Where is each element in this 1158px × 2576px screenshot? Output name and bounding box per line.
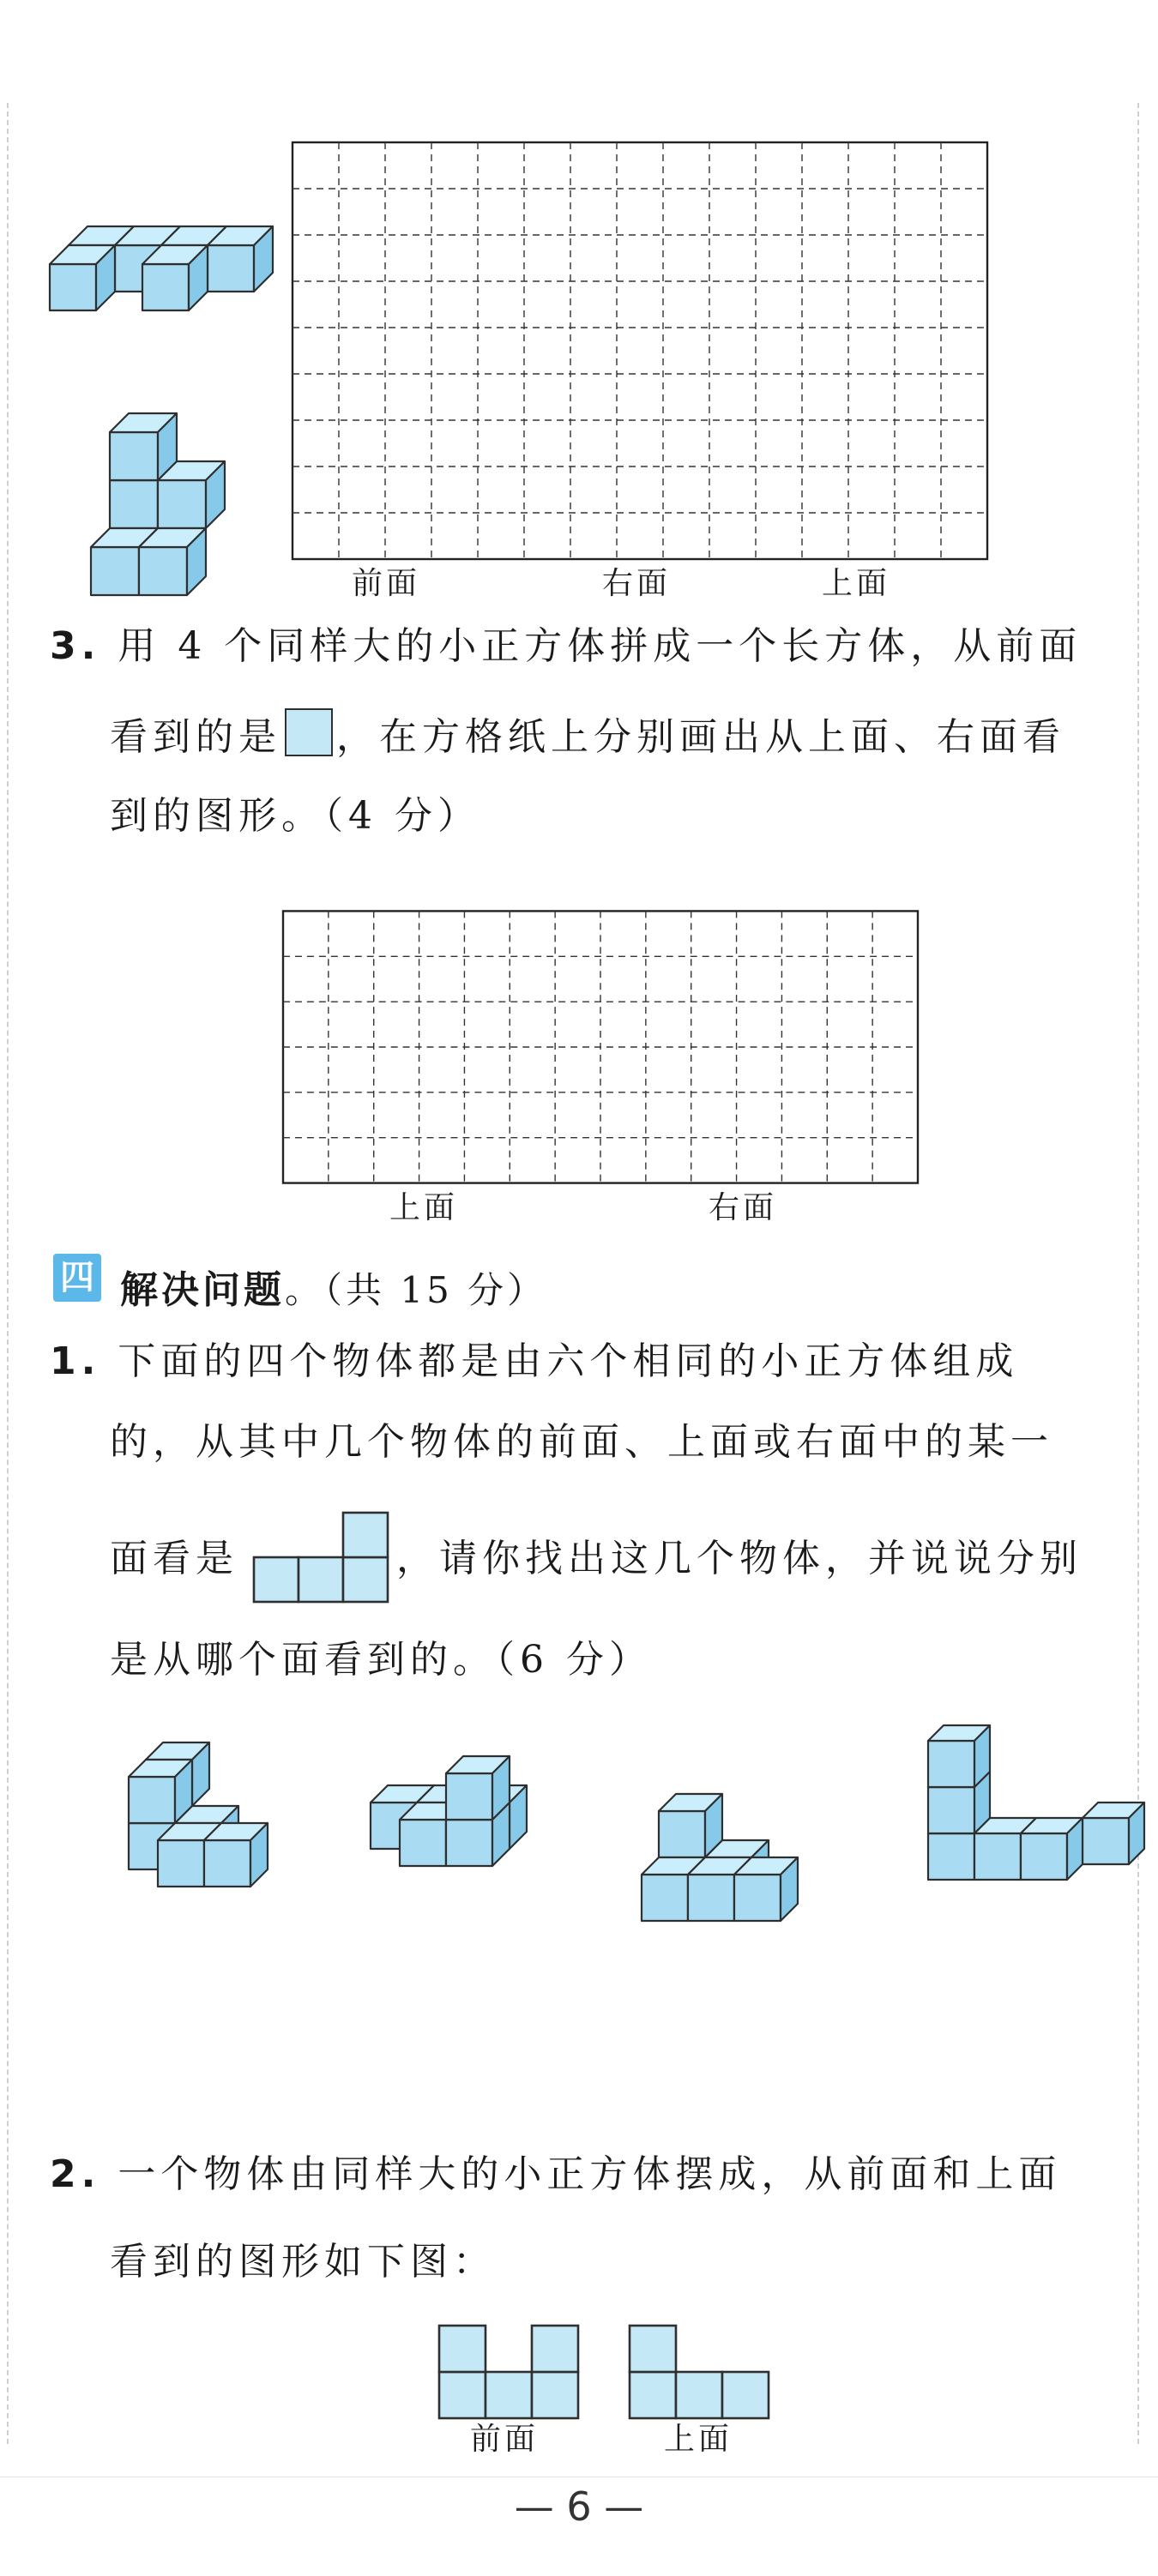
view-cell [299, 1557, 343, 1602]
q3-line-2: 看到的是 ，在方格纸上分别画出从上面、右面看 [110, 708, 1065, 756]
grid-caption-right: 右面 [602, 566, 672, 601]
view-cell [343, 1513, 388, 1557]
left-margin-guide [7, 103, 9, 2444]
unit-cube [446, 1756, 510, 1820]
view-cell [532, 2372, 578, 2418]
view-cell [439, 2326, 486, 2372]
p1-line-4: 是从哪个面看到的。（6 分） [110, 1638, 652, 1682]
unit-cube [142, 245, 208, 310]
p1-line-2: 的，从其中几个物体的前面、上面或右面中的某一 [110, 1420, 1053, 1464]
footer-rule [0, 2477, 1158, 2478]
p1-line-1: 1. 下面的四个物体都是由六个相同的小正方体组成 [50, 1339, 1019, 1383]
q3-line-3: 到的图形。（4 分） [110, 794, 480, 838]
p1-line-3b: ，请你找出这几个物体，并说说分别 [396, 1537, 1083, 1580]
unit-cube [659, 1794, 722, 1857]
unit-cube [204, 1823, 268, 1887]
unit-cube [139, 528, 206, 595]
page-number: — 6 — [514, 2483, 644, 2530]
view-cell [439, 2372, 486, 2418]
grid-caption-top: 上面 [822, 566, 891, 601]
q3-number: 3. [50, 624, 101, 668]
q3-caption-top: 上面 [389, 1190, 459, 1225]
view-cell [254, 1557, 299, 1602]
object-4 [926, 1724, 1146, 1974]
p2-caption-top: 上面 [664, 2422, 733, 2457]
unit-cube [1083, 1803, 1144, 1864]
p2-line-2: 看到的图形如下图： [110, 2240, 496, 2284]
object-3 [640, 1792, 799, 1969]
section-heading: 解决问题。（共 15 分） [120, 1268, 547, 1312]
object-1 [110, 1741, 269, 1935]
view-cell [722, 2372, 769, 2418]
section-badge: 四 [53, 1254, 101, 1302]
view-cell [532, 2326, 578, 2372]
unit-cube [129, 1760, 192, 1823]
unit-cube [928, 1725, 990, 1787]
front-view-square [285, 708, 333, 756]
q3-caption-right: 右面 [709, 1190, 778, 1225]
unit-cube [50, 245, 115, 310]
unit-cube [1021, 1818, 1083, 1880]
p2-top-view [628, 2324, 770, 2420]
unit-cube [208, 226, 273, 292]
unit-cube [110, 413, 177, 480]
view-cell [343, 1557, 388, 1602]
p2-front-view [437, 2324, 580, 2420]
grid-paper-q3 [283, 911, 918, 1183]
p2-caption-front: 前面 [470, 2422, 540, 2457]
p1-view-shape [252, 1511, 389, 1604]
object-2 [352, 1754, 528, 1914]
grid-caption-front: 前面 [352, 566, 421, 601]
unit-cube [734, 1857, 798, 1921]
p2-number: 2. [50, 2152, 101, 2196]
view-cell [630, 2326, 676, 2372]
cube-figure-a [48, 225, 274, 312]
view-cell [486, 2372, 532, 2418]
grid-border [293, 142, 987, 559]
right-margin-guide [1137, 103, 1139, 2444]
q3-line-1: 3. 用 4 个同样大的小正方体拼成一个长方体，从前面 [50, 624, 1083, 668]
p1-number: 1. [50, 1339, 101, 1383]
p2-line-1: 2. 一个物体由同样大的小正方体摆成，从前面和上面 [50, 2152, 1062, 2196]
p1-line-3a: 面看是 [110, 1537, 238, 1580]
grid-paper-top [292, 142, 988, 559]
view-cell [676, 2372, 722, 2418]
view-cell [630, 2372, 676, 2418]
